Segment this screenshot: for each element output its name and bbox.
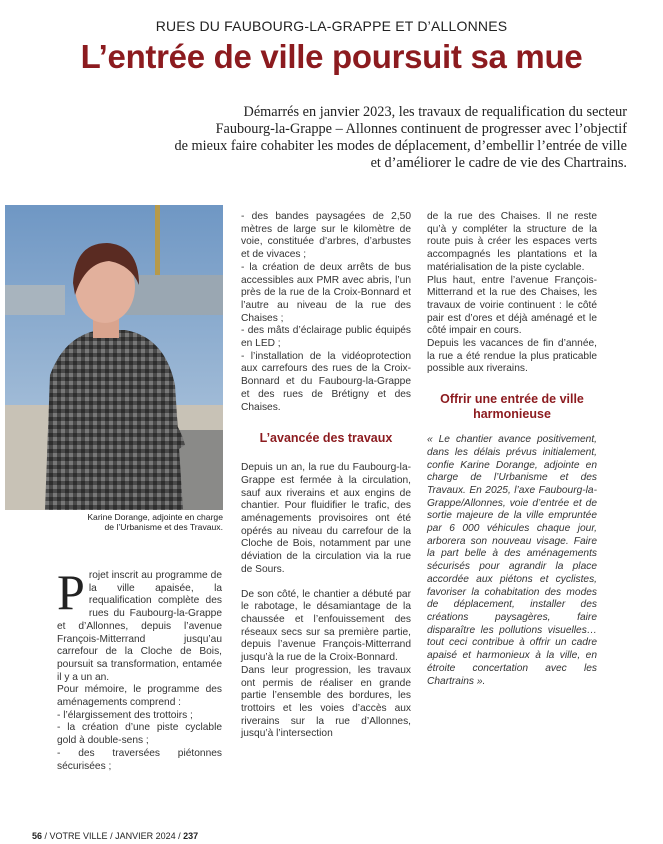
list-item: - la création de deux arrêts de bus accessibles aux PMR avec abris, l’un près de la rue de la Croix-Bonnard et l’autre au niveau de la rue des Chaises ; xyxy=(241,261,411,324)
page-number: 56 xyxy=(32,831,43,841)
chapo-line: Faubourg-la-Grappe – Allonnes continuent de progresser avec l’objectif xyxy=(215,121,627,137)
kicker: RUES DU FAUBOURG-LA-GRAPPE ET D’ALLONNES xyxy=(155,18,508,34)
paragraph: Depuis un an, la rue du Faubourg-la-Grappe est fermée à la circulation, sauf aux riverains et aux engins de chantier. Pour fluidifier le trafic, des aménagements provisoires ont été opérés au niveau du carrefour de la Cloche de Bois, notamment par une déviation de la circulation via la rue de Sours. xyxy=(241,462,411,575)
chapo-line: et d’améliorer le cadre de vie des Chartrains. xyxy=(370,155,627,171)
paragraph: Dans leur progression, les travaux ont permis de réaliser en grande partie l’ensemble des bordures, les trottoirs et les voies d’accès aux riverains sur la rue d’Allonnes, jusqu’à l’intersection xyxy=(241,664,411,740)
column-1 xyxy=(57,564,222,773)
intro-text: rojet inscrit au programme de la ville apaisée, la requalification complète des rues du Faubourg-la-Grappe et d’Allonnes, depuis l’avenue François-Mitterrand jusqu’au carrefour de la Cloche de Bois, poursuit sa transformation, entamée il y a un an. xyxy=(57,570,222,683)
list-item: - l’élargissement des trottoirs ; xyxy=(57,709,193,721)
paragraph: Depuis les vacances de fin d’année, la rue a été rendue la plus praticable possible aux riverains. xyxy=(427,338,597,375)
paragraph: de la rue des Chaises. Il ne reste qu’à y compléter la structure de la route puis à créer les espaces verts accompagnés les plantations et la matérialisation de la piste cyclable. xyxy=(427,211,597,273)
chapo-line: de mieux faire cohabiter les modes de déplacement, d’embellir l’entrée de ville xyxy=(174,138,627,154)
subheading-line: Offrir une entrée de ville xyxy=(440,392,584,407)
list-item: - des bandes paysagées de 2,50 mètres de large sur le kilomètre de voie, constituée d’arbres, d’arbustes et de vivaces ; xyxy=(241,211,411,261)
chapo-line: Démarrés en janvier 2023, les travaux de requalification du secteur xyxy=(243,104,627,120)
intro-paragraph xyxy=(57,564,222,684)
page-footer: 56 / VOTRE VILLE / JANVIER 2024 / 237 xyxy=(32,831,199,841)
drop-cap: P xyxy=(57,564,85,620)
magazine-name: VOTRE VILLE xyxy=(49,831,108,841)
paragraph: Plus haut, entre l’avenue François-Mitterrand et la rue des Chaises, les travaux de voirie continuent : le côté pair est d’ores et déjà aménagé et le côté impair en cours. xyxy=(427,274,597,337)
chapo xyxy=(55,104,627,172)
paragraph: Pour mémoire, le programme des aménagements comprend : xyxy=(57,684,222,709)
column-3 xyxy=(427,211,597,688)
page-title: L’entrée de ville poursuit sa mue xyxy=(80,38,583,75)
subheading-line: harmonieuse xyxy=(473,407,551,422)
quote-paragraph: « Le chantier avance positivement, dans les délais prévus initialement, confie Karine Dorange, adjointe en charge de l’Urbanisme et des Travaux. En 2025, l’axe Faubourg-la-Grappe/Allonnes, voie d’entrée et de sortie majeure de la ville empruntée par 6 000 véhicules chaque jour, arborera son nouveau visage. Faire la part belle à des aménagements sécurisés pour agrandir la place accordée aux piétons et cyclistes, favoriser la cohabitation des modes de déplacement, installer des créations paysagères, faire disparaître les pollutions visuelles…tout ceci contribue à offrir un cadre apaisé et harmonieux à la ville, en étroite concertation avec les Chartrains ». xyxy=(427,434,597,687)
paragraph: De son côté, le chantier a débuté par le rabotage, le désamiantage de la chaussée et l’enfouissement des réseaux secs sur sa première partie, depuis l’avenue François-Mitterrand jusqu’à la rue de la Croix-Bonnard. xyxy=(241,588,411,664)
issue-number: 237 xyxy=(183,831,199,841)
issue-date: JANVIER 2024 xyxy=(115,831,176,841)
caption-line: de l’Urbanisme et des Travaux. xyxy=(104,522,223,532)
subheading xyxy=(427,392,597,422)
list-item: - des mâts d’éclairage public équipés en LED ; xyxy=(241,325,411,350)
portrait-photo xyxy=(5,205,223,510)
subheading: L’avancée des travaux xyxy=(259,431,393,446)
list-item: - la création d’une piste cyclable gold à double-sens ; xyxy=(57,722,222,747)
column-2 xyxy=(241,211,411,741)
caption-line: Karine Dorange, adjointe en charge xyxy=(87,512,223,522)
photo-caption xyxy=(60,512,223,532)
list-item: - l’installation de la vidéoprotection aux carrefours des rues de la Croix-Bonnard et du Faubourg-la-Grappe et des rues de Brétigny et des Chaises. xyxy=(241,350,411,413)
list-item: - des traversées piétonnes sécurisées ; xyxy=(57,747,222,772)
